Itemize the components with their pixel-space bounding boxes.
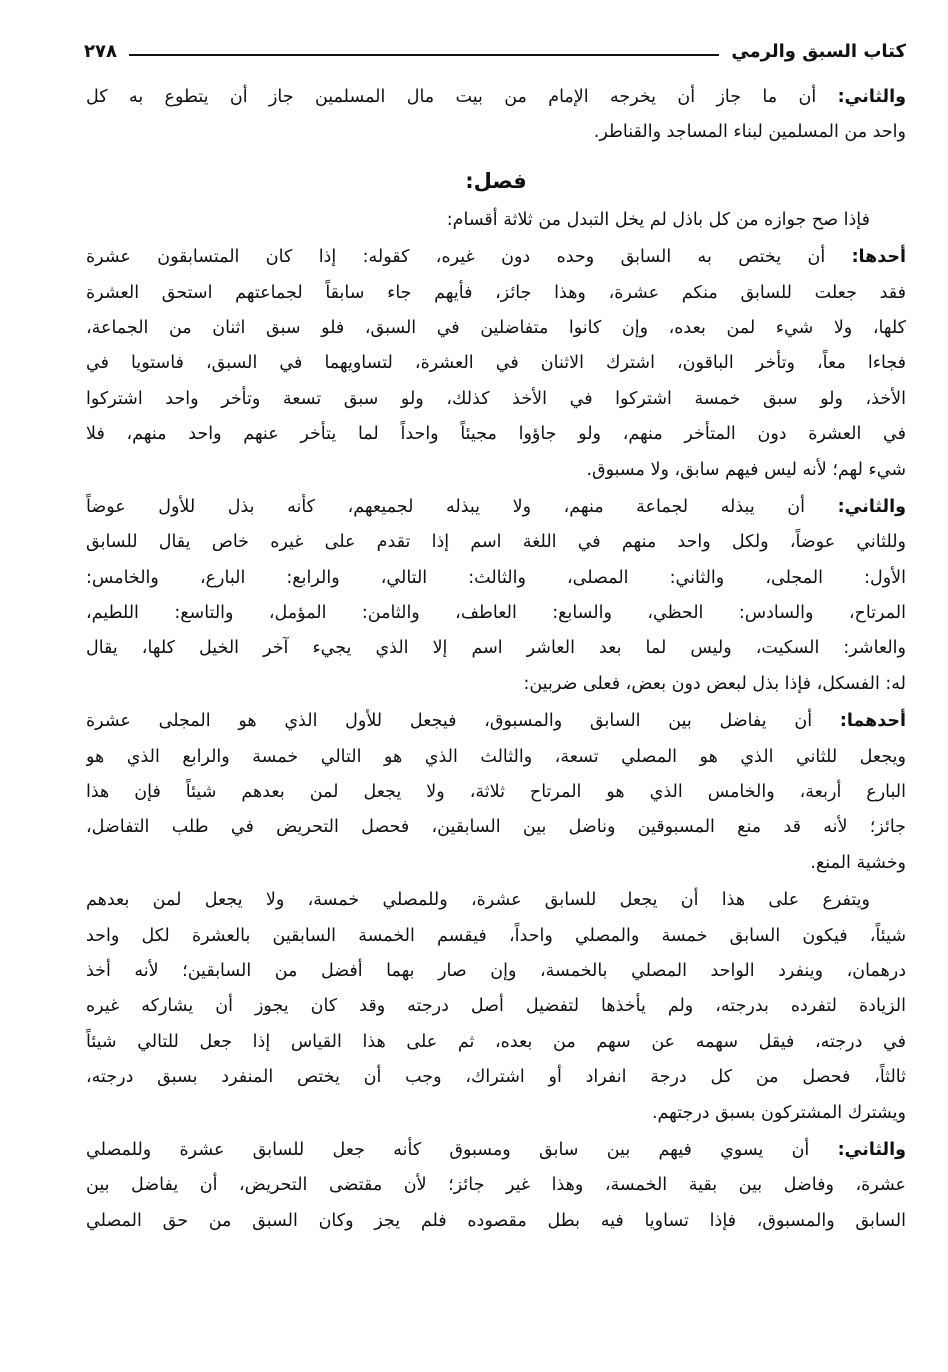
header-rule — [129, 54, 719, 56]
line-text: أن يبذله لجماعة منهم، ولا يبذله لجميعهم، كأنه بذل للأول عوضاً — [86, 496, 838, 517]
text-line — [86, 490, 906, 525]
paragraph — [86, 240, 906, 488]
text-line — [86, 740, 906, 775]
line-text: والعاشر: السكيت، وليس لما بعد العاشر اسم إلا الذي يجيء آخر الخيل كلها، يقال — [86, 638, 906, 659]
line-text: كلها، ولا شيء لمن بعده، وإن كانوا متفاضلين في السبق، فلو سبق اثنان من الجماعة، — [86, 317, 906, 338]
line-text: درهمان، وينفرد الواحد المصلي بالخمسة، وإن صار بهما أفضل من السابقين؛ لأنه أخذ — [86, 960, 906, 981]
text-line — [86, 883, 906, 918]
line-text: أن يفاضل بين السابق والمسبوق، فيجعل للأول الذي هو المجلى عشرة — [86, 711, 840, 732]
paragraph — [86, 490, 906, 702]
paragraph — [86, 1133, 906, 1239]
text-line — [86, 453, 906, 488]
lead-term: والثاني: — [837, 1139, 906, 1160]
line-text: فقد جعلت للسابق منكم عشرة، وهذا جائز، فأيهم جاء سابقاً لجماعتهم استحق العشرة — [86, 282, 906, 303]
text-line — [86, 596, 906, 631]
text-line — [86, 954, 906, 989]
text-line — [86, 810, 906, 845]
text-line — [86, 382, 906, 417]
text-line — [86, 1025, 906, 1060]
text-line — [86, 1060, 906, 1095]
text-line — [86, 1096, 906, 1131]
line-text: شيء لهم؛ لأنه ليس فيهم سابق، ولا مسبوق. — [586, 459, 906, 480]
text-line — [86, 525, 906, 560]
line-text: في العشرة دون المتأخر منهم، ولو جاؤوا مجيئاً واحداً لما يتأخر عنهم واحد منهم، فلا — [86, 424, 906, 445]
text-line — [86, 1204, 906, 1239]
text-line — [86, 1133, 906, 1168]
text-line — [86, 846, 906, 881]
line-text: المرتاح، والسادس: الحظي، والسابع: العاطف، والثامن: المؤمل، والتاسع: اللطيم، — [86, 603, 906, 624]
line-text: فجاءا معاً، وتأخر الباقون، اشترك الاثنان في العشرة، لتساويهما في السبق، فاستويا في — [86, 353, 906, 374]
line-text: الأخذ، ولو سبق خمسة اشتركوا في الأخذ كذلك، ولو سبق تسعة وتأخر واحد اشتركوا — [86, 388, 906, 409]
paragraph — [86, 704, 906, 881]
text-line — [86, 775, 906, 810]
line-text: الزيادة لتفرده بدرجته، ولم يأخذها لتفضيل أصل درجته وقد كان يجوز أن يشاركه غيره — [86, 996, 906, 1017]
lead-term: والثاني: — [837, 496, 906, 517]
text-line — [86, 919, 906, 954]
line-text: أن يسوي فيهم بين سابق ومسبوق كأنه جعل للسابق عشرة وللمصلي — [86, 1139, 838, 1160]
text-line — [86, 311, 906, 346]
line-text: ويشترك المشتركون بسبق درجتهم. — [651, 1102, 906, 1123]
line-text: وخشية المنع. — [810, 852, 906, 873]
line-text: له: الفسكل، فإذا بذل لبعض دون بعض، فعلى ضربين: — [523, 673, 906, 694]
line-text: ويتفرع على هذا أن يجعل للسابق عشرة، وللمصلي خمسة، ولا يجعل لمن بعدهم — [86, 890, 870, 911]
line-text: واحد من المسلمين لبناء المساجد والقناطر. — [593, 122, 906, 143]
lead-term: أحدها: — [851, 247, 906, 268]
line-text: فإذا صح جوازه من كل باذل لم يخل التبدل من ثلاثة أقسام: — [446, 209, 870, 230]
text-line — [86, 276, 906, 311]
text-line — [86, 417, 906, 452]
line-text: في درجته، فيقل سهمه عن سهم من بعده، ثم على هذا القياس إذا جعل للتالي شيئاً — [86, 1031, 906, 1052]
text-line — [86, 631, 906, 666]
book-title: كتاب السبق والرمي — [731, 41, 906, 62]
text-line — [86, 80, 906, 115]
line-text: وللثاني عوضاً، ولكل واحد منهم في اللغة اسم إذا تقدم على غيره خاص يقال للسابق — [86, 532, 906, 553]
text-line — [86, 704, 906, 739]
line-text: جائز؛ لأنه قد منع المسبوقين وناضل بين السابقين، فحصل التحريض في طلب التفاضل، — [86, 817, 906, 838]
page-number: ٢٧٨ — [84, 41, 117, 62]
line-text: ثالثاً، فحصل من كل درجة انفراد أو اشتراك، وجب أن يختص المنفرد بسبق درجته، — [86, 1067, 906, 1088]
section-heading: فصل: — [465, 168, 527, 193]
text-line — [86, 1168, 906, 1203]
paragraph — [86, 883, 906, 1131]
lead-term: والثاني: — [837, 87, 906, 107]
text-line — [86, 989, 906, 1024]
line-text: شيئاً، فيكون السابق خمسة والمصلي واحداً، فيقسم الخمسة السابقين بالعشرة لكل واحد — [86, 925, 906, 946]
page-body — [86, 80, 906, 1241]
text-line — [86, 115, 906, 150]
line-text: الأول: المجلى، والثاني: المصلى، والثالث: التالي، والرابع: البارع، والخامس: — [86, 567, 906, 588]
paragraph — [86, 80, 906, 151]
running-header — [84, 30, 906, 62]
text-line — [86, 561, 906, 596]
text-line — [86, 203, 906, 238]
line-text: السابق والمسبوق، فإذا تساويا فيه بطل مقصوده فلم يجز وكان السبق من حق المصلي — [86, 1210, 906, 1231]
line-text: البارع أربعة، والخامس الذي هو المرتاح ثلاثة، ولا يجعل لمن بعدهم شيئاً فإن هذا — [86, 782, 906, 803]
paragraph — [86, 203, 906, 238]
line-text: أن ما جاز أن يخرجه الإمام من بيت مال المسلمين جاز أن يتطوع به كل — [86, 87, 838, 107]
line-text: عشرة، وفاضل بين بقية الخمسة، وهذا غير جائز؛ لأن مقتضى التحريض، أن يفاضل بين — [86, 1175, 906, 1196]
text-line — [86, 240, 906, 275]
line-text: أن يختص به السابق وحده دون غيره، كقوله: إذا كان المتسابقون عشرة — [86, 247, 852, 268]
text-line — [86, 667, 906, 702]
line-text: ويجعل للثاني الذي هو المصلي تسعة، والثالث الذي هو التالي خمسة والرابع الذي هو — [86, 746, 906, 767]
text-line — [86, 346, 906, 381]
lead-term: أحدهما: — [839, 711, 906, 732]
